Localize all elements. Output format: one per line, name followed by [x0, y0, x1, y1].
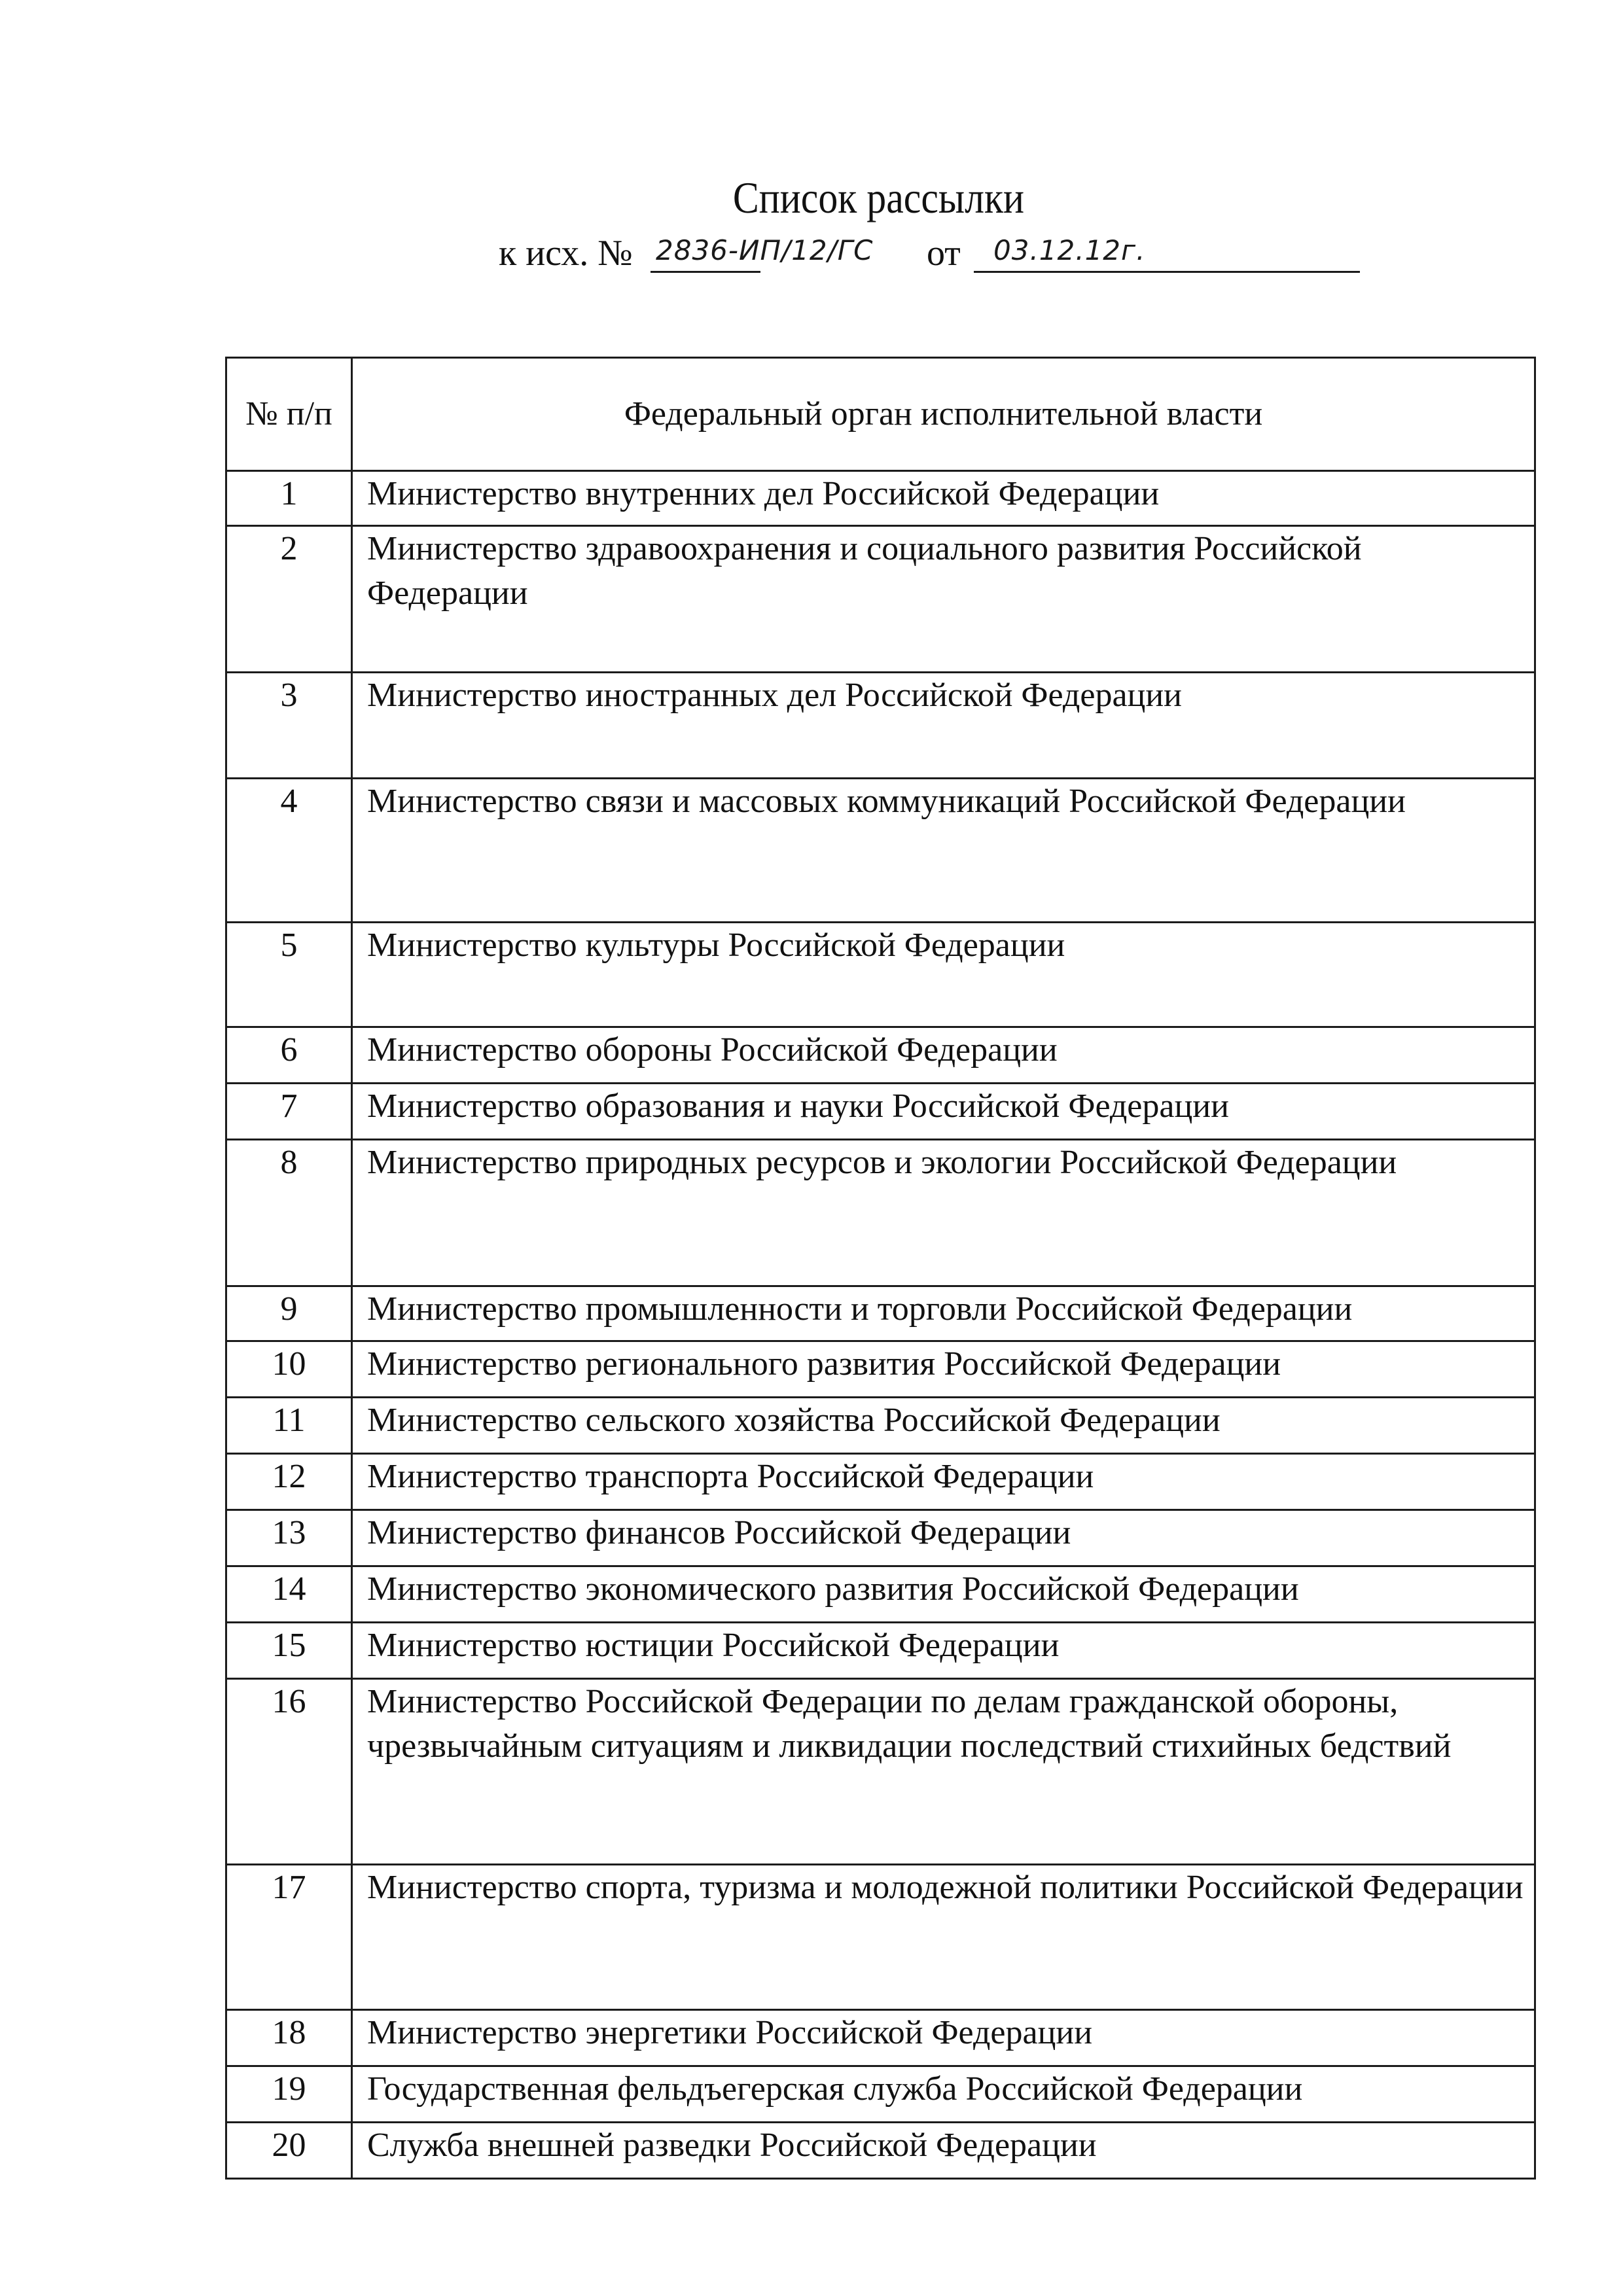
row-authority: Министерство регионального развития Российской Федерации: [352, 1341, 1535, 1398]
row-authority: Министерство экономического развития Российской Федерации: [352, 1566, 1535, 1623]
row-number: 3: [226, 673, 352, 779]
row-number: 2: [226, 526, 352, 673]
row-authority: Служба внешней разведки Российской Федерации: [352, 2123, 1535, 2179]
row-number: 13: [226, 1510, 352, 1566]
row-number: 19: [226, 2066, 352, 2123]
table-row: [226, 923, 1535, 1027]
header-authority: Федеральный орган исполнительной власти: [352, 358, 1535, 471]
table-header-row: [226, 358, 1535, 471]
table-row: [226, 1566, 1535, 1623]
row-authority: Министерство иностранных дел Российской Федерации: [352, 673, 1535, 779]
row-number: 4: [226, 779, 352, 923]
distribution-table: [225, 357, 1536, 2180]
row-number: 6: [226, 1027, 352, 1084]
row-number: 7: [226, 1084, 352, 1140]
table-row: [226, 1341, 1535, 1398]
table-row: [226, 2010, 1535, 2066]
table-row: [226, 1398, 1535, 1454]
table-row: [226, 1084, 1535, 1140]
table-row: [226, 1865, 1535, 2010]
table-row: [226, 2123, 1535, 2179]
row-authority: Государственная фельдъегерская служба Российской Федерации: [352, 2066, 1535, 2123]
row-number: 8: [226, 1140, 352, 1286]
row-authority: Министерство Российской Федерации по делам гражданской обороны, чрезвычайным ситуациям и ликвидации последствий стихийных бедствий: [352, 1679, 1535, 1865]
row-authority: Министерство внутренних дел Российской Федерации: [352, 471, 1535, 526]
row-authority: Министерство энергетики Российской Федерации: [352, 2010, 1535, 2066]
row-authority: Министерство спорта, туризма и молодежной политики Российской Федерации: [352, 1865, 1535, 2010]
table-row: [226, 2066, 1535, 2123]
table-row: [226, 1286, 1535, 1341]
row-number: 15: [226, 1623, 352, 1679]
table-row: [226, 1510, 1535, 1566]
row-authority: Министерство связи и массовых коммуникаций Российской Федерации: [352, 779, 1535, 923]
ref-number-handwritten: 2836-ИП/12/ГС: [656, 234, 874, 266]
table-row: [226, 1623, 1535, 1679]
row-number: 1: [226, 471, 352, 526]
table-row: [226, 779, 1535, 923]
row-authority: Министерство юстиции Российской Федерации: [352, 1623, 1535, 1679]
ref-date-handwritten: 03.12.12г.: [993, 234, 1146, 266]
row-number: 20: [226, 2123, 352, 2179]
row-number: 9: [226, 1286, 352, 1341]
row-authority: Министерство сельского хозяйства Российской Федерации: [352, 1398, 1535, 1454]
row-authority: Министерство образования и науки Российской Федерации: [352, 1084, 1535, 1140]
row-number: 10: [226, 1341, 352, 1398]
row-number: 14: [226, 1566, 352, 1623]
row-number: 11: [226, 1398, 352, 1454]
document-title-text: Список рассылки: [732, 173, 1025, 222]
header-number: № п/п: [226, 358, 352, 471]
document-title: [105, 171, 1533, 224]
row-authority: Министерство культуры Российской Федерации: [352, 923, 1535, 1027]
row-number: 5: [226, 923, 352, 1027]
table-row: [226, 526, 1535, 673]
table-row: [226, 1679, 1535, 1865]
table-row: [226, 471, 1535, 526]
table-row: [226, 1027, 1535, 1084]
row-number: 16: [226, 1679, 352, 1865]
row-authority: Министерство промышленности и торговли Российской Федерации: [352, 1286, 1535, 1341]
row-authority: Министерство природных ресурсов и экологии Российской Федерации: [352, 1140, 1535, 1286]
table-row: [226, 673, 1535, 779]
row-number: 12: [226, 1454, 352, 1510]
ref-prefix-label: к исх. №: [499, 233, 633, 274]
table-row: [226, 1454, 1535, 1510]
row-number: 17: [226, 1865, 352, 2010]
ref-from-label: от: [927, 233, 961, 274]
table-row: [226, 1140, 1535, 1286]
row-authority: Министерство финансов Российской Федерации: [352, 1510, 1535, 1566]
row-authority: Министерство обороны Российской Федерации: [352, 1027, 1535, 1084]
row-number: 18: [226, 2010, 352, 2066]
row-authority: Министерство здравоохранения и социального развития Российской Федерации: [352, 526, 1535, 673]
row-authority: Министерство транспорта Российской Федерации: [352, 1454, 1535, 1510]
